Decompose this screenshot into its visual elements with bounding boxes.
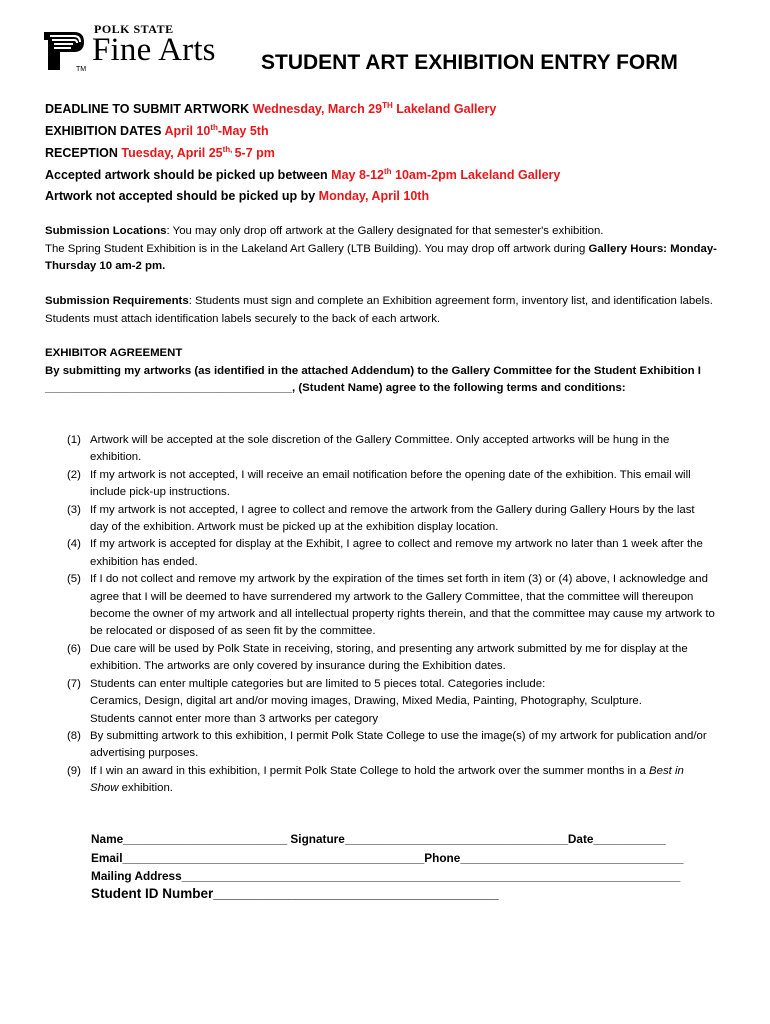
exhibitor-agreement	[45, 345, 725, 398]
list-item	[45, 763, 715, 798]
term-number: (5)	[67, 573, 81, 586]
dates-label: EXHIBITION DATES	[45, 124, 165, 139]
term-text: By submitting artwork to this exhibition, I permit Polk State College to use the image(s) of my artwork for publication and/or advertising purposes.	[90, 729, 707, 760]
not-accepted-line	[45, 189, 429, 203]
name-signature-date-field[interactable]: Name_________________________ Signature__________________________________Date___________	[91, 832, 666, 846]
reception-time: 5-7 pm	[234, 146, 275, 161]
gallery-hours: Gallery Hours: Monday-Thursday 10 am-2 pm.	[45, 242, 717, 272]
not-accepted-date: Monday, April 10th	[318, 189, 430, 203]
pickup-time-location: 10am-2pm Lakeland Gallery	[391, 168, 561, 183]
student-id-label: Student ID Number	[91, 886, 214, 901]
submission-locations-text2: The Spring Student Exhibition is in the Lakeland Art Gallery (LTB Building). You may drop off artwork during	[45, 242, 589, 255]
dates-sup: th	[210, 123, 218, 132]
page-title: STUDENT ART EXHIBITION ENTRY FORM	[261, 51, 678, 74]
term-number: (3)	[67, 503, 81, 516]
submission-locations	[45, 223, 725, 276]
reception-line	[45, 145, 275, 160]
logo-tm: TM	[76, 66, 87, 73]
term-text: Due care will be used by Polk State in receiving, storing, and presenting any artwork submitted by me for display at the exhibition. The artworks are only covered by insurance during the Exhibition dates.	[90, 642, 688, 673]
deadline-location: Lakeland Gallery	[392, 102, 497, 117]
term-text: If I do not collect and remove my artwork by the expiration of the times set forth in item (3) or (4) above, I acknowledge and agree that I will be deemed to have surrendered my artwork to the Gallery Committee, that the committee will thereupon become the owner of my artwork and all intellectual property rights therein, and that the committee may cause my artwork to be relocated or disposed of as seen fit by the committee.	[90, 573, 715, 638]
list-item	[45, 676, 715, 728]
term-text-end: exhibition.	[118, 782, 173, 795]
polk-state-fine-arts-logo	[40, 22, 240, 78]
student-id-field[interactable]	[91, 886, 499, 901]
pickup-line	[45, 167, 560, 182]
exhibition-dates-line	[45, 123, 269, 138]
list-item	[45, 502, 715, 537]
categories-list: Ceramics, Design, digital art and/or moving images, Drawing, Mixed Media, Painting, Photography, Sculpture.	[90, 695, 642, 708]
term-number: (1)	[67, 434, 81, 446]
list-item	[45, 728, 715, 763]
term-number: (2)	[67, 468, 81, 481]
agreement-text: By submitting my artworks (as identified in the attached Addendum) to the Gallery Committee for the Student Exhibition I _______________________________________, (Student Name) agree to the following terms and conditions:	[45, 364, 701, 394]
submission-locations-text1: : You may only drop off artwork at the Gallery designated for that semester's exhibition.	[166, 225, 604, 237]
reception-label: RECEPTION	[45, 146, 122, 161]
mailing-address-field[interactable]: Mailing Address____________________________________________________________________________	[91, 869, 681, 883]
category-limit: Students cannot enter more than 3 artworks per category	[90, 712, 379, 725]
term-number: (6)	[67, 642, 81, 655]
list-item	[45, 641, 715, 676]
pickup-sup: th	[383, 167, 392, 176]
student-id-line[interactable]: ______________________________________	[213, 886, 499, 901]
pickup-dates: May 8-12	[331, 168, 384, 183]
term-text: If my artwork is accepted for display at the Exhibit, I agree to collect and remove my artwork no later than 1 week after the exhibition has ended.	[90, 538, 703, 568]
deadline-value: Wednesday, March 29	[252, 102, 383, 117]
not-accepted-label: Artwork not accepted should be picked up by	[45, 189, 319, 203]
submission-locations-label: Submission Locations	[45, 225, 167, 237]
logo-main-text: Fine Arts	[92, 32, 216, 68]
term-text: If I win an award in this exhibition, I permit Polk State College to hold the artwork over the summer months in a	[90, 764, 650, 777]
dates-value-end: -May 5th	[217, 124, 269, 139]
deadline-label: DEADLINE TO SUBMIT ARTWORK	[45, 102, 253, 117]
deadline-sup: TH	[382, 101, 393, 110]
best-in-show: Best in Show	[90, 764, 684, 795]
logo-top-text: POLK STATE	[94, 22, 174, 36]
signature-fields	[91, 830, 721, 886]
list-item	[45, 432, 715, 467]
reception-sup: th,	[222, 145, 235, 154]
agreement-heading: EXHIBITOR AGREEMENT	[45, 347, 183, 359]
term-text: Students can enter multiple categories but are limited to 5 pieces total. Categories include:	[90, 677, 546, 690]
term-number: (7)	[67, 677, 81, 690]
list-item	[45, 571, 715, 641]
submission-requirements-label: Submission Requirements	[45, 295, 189, 307]
list-item	[45, 467, 715, 502]
deadline-line	[45, 101, 496, 116]
term-number: (9)	[67, 764, 81, 777]
terms-list	[45, 432, 715, 798]
term-text: Artwork will be accepted at the sole discretion of the Gallery Committee. Only accepted artworks will be hung in the exhibition.	[90, 434, 670, 464]
term-number: (8)	[67, 729, 81, 742]
email-phone-field[interactable]: Email______________________________________________Phone__________________________________	[91, 850, 684, 865]
term-text: If my artwork is not accepted, I agree to collect and remove the artwork from the Gallery during Gallery Hours by the last day of the exhibition. Artwork must be picked up at the exhibition display location.	[90, 503, 695, 534]
reception-date: Tuesday, April 25	[121, 146, 223, 161]
dates-value-start: April 10	[164, 124, 211, 139]
list-item	[45, 536, 715, 571]
submission-requirements	[45, 293, 725, 328]
submission-requirements-text: : Students must sign and complete an Exhibition agreement form, inventory list, and identification labels. Students must attach identification labels securely to the back of each artwork.	[45, 295, 713, 325]
pickup-label: Accepted artwork should be picked up between	[45, 168, 332, 183]
term-text: If my artwork is not accepted, I will receive an email notification before the opening date of the exhibition. This email will include pick-up instructions.	[90, 468, 691, 499]
term-number: (4)	[67, 538, 81, 551]
